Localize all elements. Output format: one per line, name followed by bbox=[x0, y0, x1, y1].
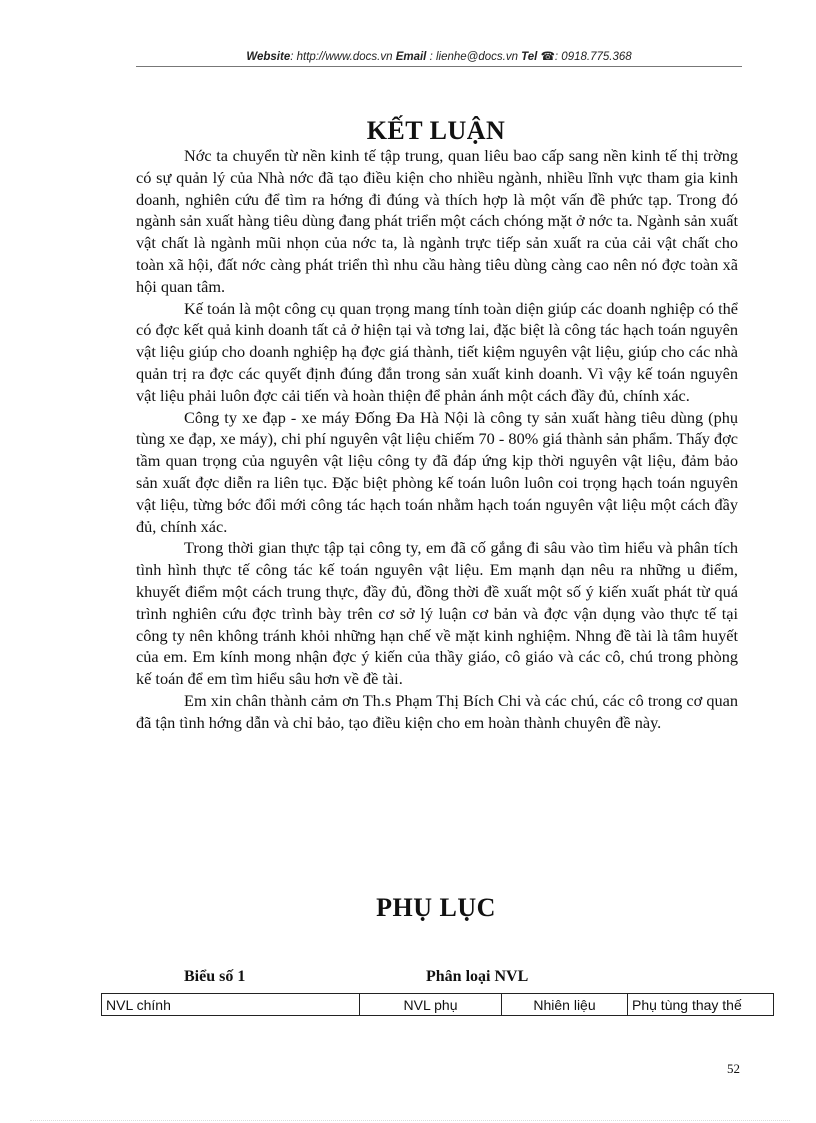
paragraph: Trong thời gian thực tập tại công ty, em đã cố gắng đi sâu vào tìm hiểu và phân tích tình hình thực tế công tác kế toán nguyên vật liệu. Em mạnh dạn nêu ra những u điểm, khuyết điểm một cách trung thực, đầy đủ, đồng thời đề xuất một số ý kiến xuất phát từ quá trình nghiên cứu đợc trình bày trên cơ sở lý luận cơ bản và đợc vận dụng vào thực tế tại công ty nên không tránh khỏi những hạn chế về mặt kinh nghiệm. Nhng đề tài là tâm huyết của em. Em kính mong nhận đợc ý kiến của thầy giáo, cô giáo và các cô, chú trong phòng kế toán để em tìm hiểu sâu hơn về đề tài. bbox=[136, 538, 738, 689]
table-label: Biểu số 1 bbox=[184, 968, 246, 985]
table-header-cell: NVL phụ bbox=[360, 994, 502, 1016]
paragraph: Nớc ta chuyển từ nền kinh tế tập trung, quan liêu bao cấp sang nền kinh tế thị trờng có sự quản lý của Nhà nớc đã tạo điều kiện cho nhiều ngành, nhiều lĩnh vực tham gia kinh doanh, nghiên cứu để tìm ra hớng đi đúng và thích hợp là một vấn đề phức tạp. Trong đó ngành sản xuất hàng tiêu dùng đang phát triển một cách chóng mặt ở nớc ta. Ngành sản xuất vật chất là ngành mũi nhọn của nớc ta, là ngành trực tiếp sản xuất ra của cải vật chất cho toàn xã hội, đất nớc càng phát triển thì nhu cầu hàng tiêu dùng càng cao nên nó đợc toàn xã hội quan tâm. bbox=[136, 146, 738, 296]
paragraph: Công ty xe đạp - xe máy Đống Đa Hà Nội là công ty sản xuất hàng tiêu dùng (phụ tùng xe đạp, xe máy), chi phí nguyên vật liệu chiếm 70 - 80% giá thành sản phẩm. Thấy đợc tầm quan trọng của nguyên vật liệu công ty đã đáp ứng kịp thời nguyên vật liệu, đảm bảo sản xuất đợc diễn ra liên tục. Đặc biệt phòng kế toán luôn luôn coi trọng hạch toán nguyên vật liệu, từng bớc đổi mới công tác hạch toán nhằm hạch toán nguyên vật liệu một cách đầy đủ, chính xác. bbox=[136, 407, 738, 536]
table-header-cell: NVL chính bbox=[102, 994, 360, 1016]
page-number: 52 bbox=[727, 1061, 740, 1076]
header-divider bbox=[136, 66, 742, 67]
footer-divider bbox=[30, 1120, 790, 1121]
table-header-cell: Phụ tùng thay thế bbox=[628, 994, 774, 1016]
tel-label: Tel bbox=[521, 51, 538, 63]
conclusion-title: KẾT LUẬN bbox=[366, 116, 506, 145]
table-row bbox=[102, 994, 774, 1016]
table-caption bbox=[136, 968, 776, 990]
appendix-title: PHỤ LỤC bbox=[376, 893, 496, 922]
paragraph: Em xin chân thành cảm ơn Th.s Phạm Thị Bích Chi và các chú, các cô trong cơ quan đã tận tình hớng dẫn và chỉ bảo, tạo điều kiện cho em hoàn thành chuyên đề này. bbox=[136, 690, 738, 732]
website-label: Website bbox=[246, 51, 291, 63]
website-value: : http://www.docs.vn bbox=[290, 51, 393, 63]
page-header bbox=[136, 49, 742, 63]
email-value: : lienhe@docs.vn bbox=[429, 51, 518, 63]
email-label: Email bbox=[395, 51, 427, 63]
paragraph: Kế toán là một công cụ quan trọng mang tính toàn diện giúp các doanh nghiệp có thể có đợc kết quả kinh doanh tất cả ở hiện tại và tơng lai, đặc biệt là công tác hạch toán nguyên vật liệu giúp cho doanh nghiệp hạ đợc giá thành, tiết kiệm nguyên vật liệu, giúp cho các nhà quản trị ra đợc các quyết định đúng đắn trong sản xuất kinh doanh. Vì vậy kế toán nguyên vật liệu phải luôn đợc cải tiến và hoàn thiện để phản ánh một cách đầy đủ, chính xác. bbox=[136, 298, 738, 405]
table-header-cell: Nhiên liệu bbox=[502, 994, 628, 1016]
tel-value: : 0918.775.368 bbox=[554, 51, 632, 63]
material-classification-table bbox=[101, 993, 774, 1016]
phone-icon: ☎ bbox=[540, 51, 555, 63]
conclusion-body bbox=[136, 145, 738, 734]
table-title: Phân loại NVL bbox=[426, 968, 529, 985]
